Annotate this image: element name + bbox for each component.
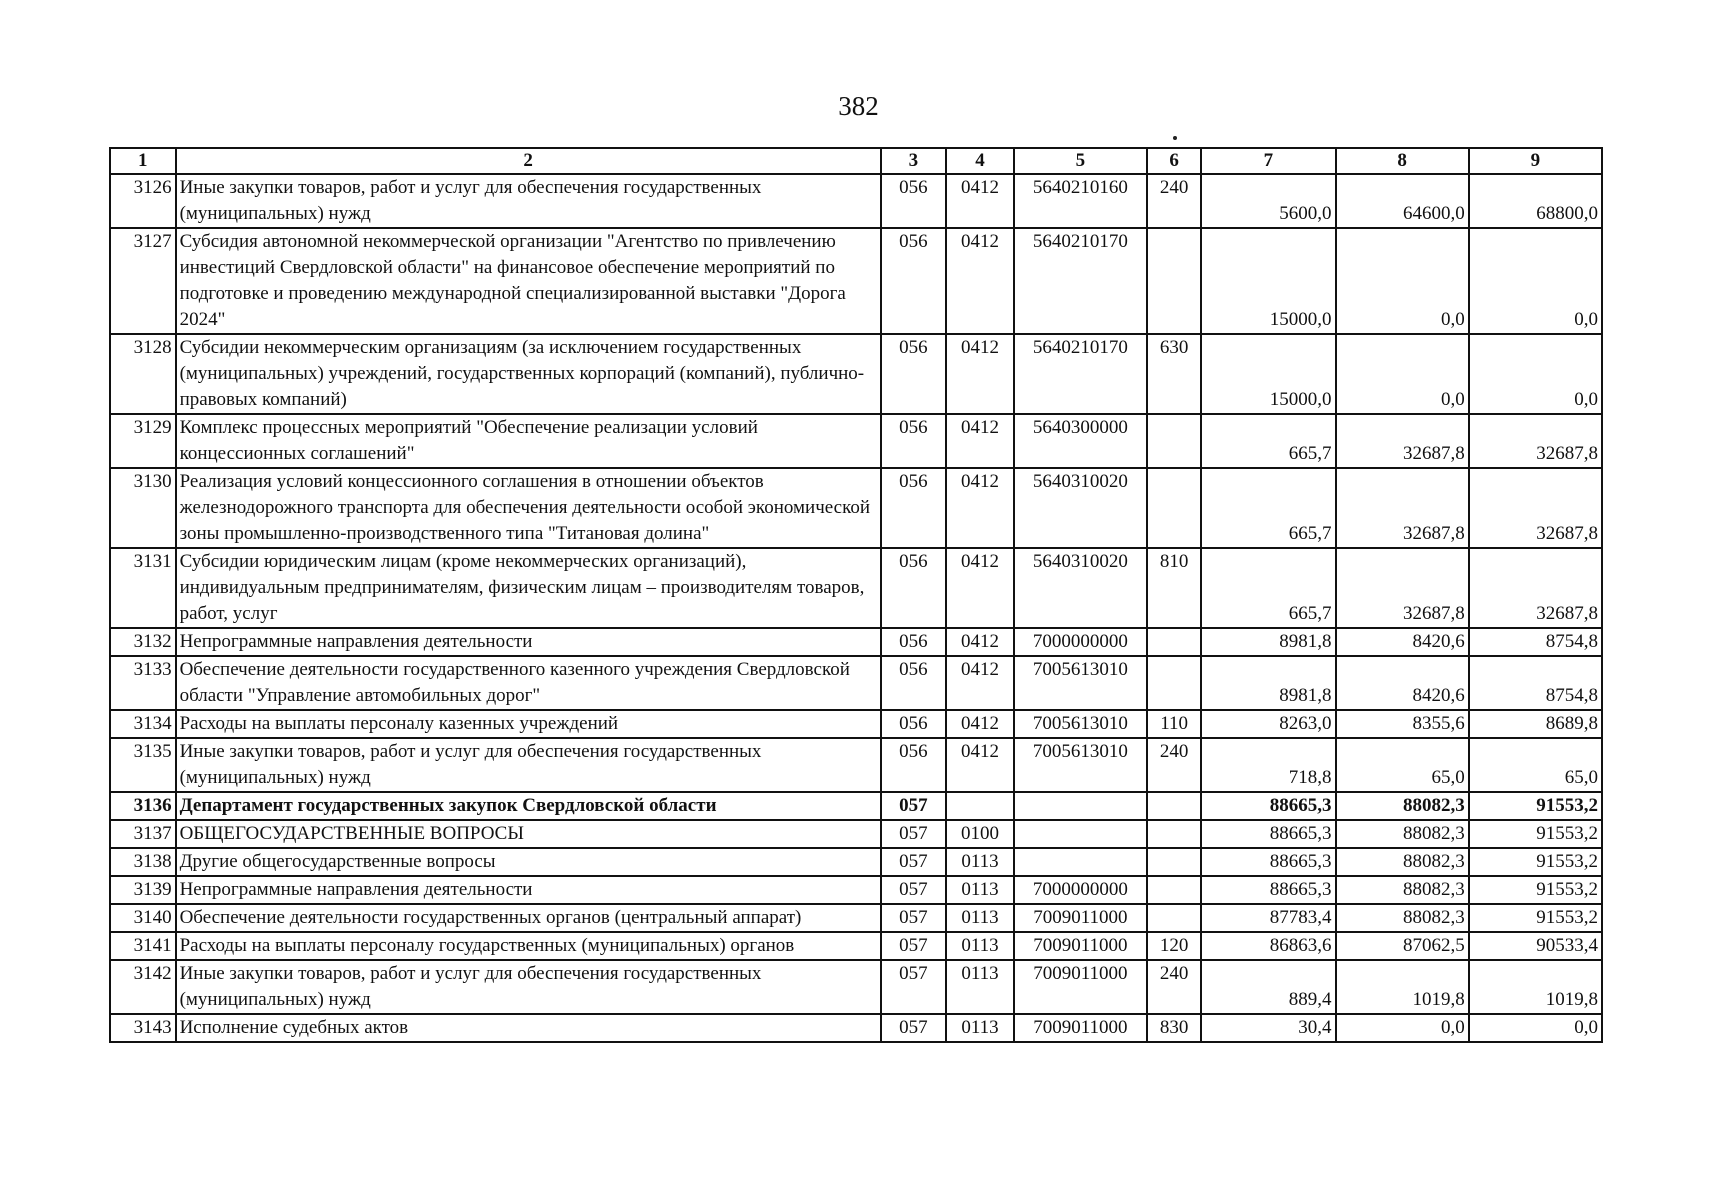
amount-col-8: 88082,3 [1336,792,1469,820]
row-description: Реализация условий концессионного соглашения в отношении объектов железнодорожного транспорта для обеспечения деятельности особой экономической зоны промышленно-производственного типа "Титановая долина" [176,468,881,548]
ministry-code: 056 [881,334,947,414]
amount-col-7: 30,4 [1201,1014,1335,1042]
amount-col-8: 0,0 [1336,1014,1469,1042]
table-row [110,710,1602,738]
section-code: 0412 [946,414,1014,468]
target-article-code: 5640210170 [1014,334,1147,414]
table-row [110,738,1602,792]
budget-table [109,147,1603,1043]
row-number: 3135 [110,738,176,792]
amount-col-9: 65,0 [1469,738,1602,792]
expense-type-code [1147,656,1201,710]
amount-col-8: 88082,3 [1336,848,1469,876]
column-header: 7 [1201,148,1335,174]
amount-col-7: 718,8 [1201,738,1335,792]
section-code [946,792,1014,820]
target-article-code: 7009011000 [1014,960,1147,1014]
amount-col-9: 8754,8 [1469,656,1602,710]
row-description: Обеспечение деятельности государственного казенного учреждения Свердловской области "Управление автомобильных дорог" [176,656,881,710]
table-row [110,334,1602,414]
stray-dot [1173,136,1177,140]
amount-col-8: 88082,3 [1336,820,1469,848]
expense-type-code [1147,848,1201,876]
amount-col-9: 8754,8 [1469,628,1602,656]
amount-col-7: 665,7 [1201,468,1335,548]
expense-type-code: 630 [1147,334,1201,414]
expense-type-code [1147,792,1201,820]
section-code: 0113 [946,848,1014,876]
amount-col-8: 1019,8 [1336,960,1469,1014]
column-header: 5 [1014,148,1147,174]
column-header: 3 [881,148,947,174]
section-code: 0412 [946,548,1014,628]
expense-type-code: 110 [1147,710,1201,738]
amount-col-9: 91553,2 [1469,876,1602,904]
row-number: 3127 [110,228,176,334]
amount-col-8: 0,0 [1336,334,1469,414]
table-row [110,876,1602,904]
row-number: 3139 [110,876,176,904]
amount-col-8: 32687,8 [1336,468,1469,548]
section-code: 0412 [946,228,1014,334]
table-row [110,932,1602,960]
amount-col-8: 32687,8 [1336,548,1469,628]
page-number: 382 [838,91,879,121]
amount-col-9: 91553,2 [1469,848,1602,876]
amount-col-9: 8689,8 [1469,710,1602,738]
row-description: Субсидии юридическим лицам (кроме некоммерческих организаций), индивидуальным предпринимателям, физическим лицам – производителям товаров, работ, услуг [176,548,881,628]
ministry-code: 056 [881,414,947,468]
target-article-code: 7005613010 [1014,656,1147,710]
table-row [110,228,1602,334]
target-article-code: 7009011000 [1014,1014,1147,1042]
ministry-code: 057 [881,792,947,820]
amount-col-9: 0,0 [1469,228,1602,334]
section-code: 0113 [946,932,1014,960]
amount-col-8: 32687,8 [1336,414,1469,468]
amount-col-7: 889,4 [1201,960,1335,1014]
row-number: 3129 [110,414,176,468]
amount-col-8: 0,0 [1336,228,1469,334]
target-article-code: 7000000000 [1014,876,1147,904]
table-row [110,174,1602,228]
amount-col-9: 1019,8 [1469,960,1602,1014]
row-number: 3132 [110,628,176,656]
target-article-code [1014,848,1147,876]
target-article-code: 7009011000 [1014,904,1147,932]
table-row [110,548,1602,628]
ministry-code: 056 [881,228,947,334]
table-row [110,960,1602,1014]
target-article-code [1014,792,1147,820]
column-header: 2 [176,148,881,174]
expense-type-code [1147,628,1201,656]
column-header: 1 [110,148,176,174]
column-header: 4 [946,148,1014,174]
target-article-code: 5640300000 [1014,414,1147,468]
row-description: Субсидии некоммерческим организациям (за исключением государственных (муниципальных) учреждений, государственных корпораций (компаний), публично-правовых компаний) [176,334,881,414]
section-code: 0412 [946,710,1014,738]
row-description: Департамент государственных закупок Свердловской области [176,792,881,820]
row-number: 3130 [110,468,176,548]
amount-col-7: 8981,8 [1201,656,1335,710]
amount-col-9: 68800,0 [1469,174,1602,228]
amount-col-8: 87062,5 [1336,932,1469,960]
table-row [110,628,1602,656]
amount-col-7: 15000,0 [1201,228,1335,334]
section-code: 0113 [946,960,1014,1014]
row-description: Расходы на выплаты персоналу государственных (муниципальных) органов [176,932,881,960]
expense-type-code: 240 [1147,960,1201,1014]
amount-col-7: 665,7 [1201,414,1335,468]
table-row [110,792,1602,820]
amount-col-7: 87783,4 [1201,904,1335,932]
section-code: 0412 [946,656,1014,710]
amount-col-7: 88665,3 [1201,792,1335,820]
amount-col-8: 88082,3 [1336,876,1469,904]
row-number: 3136 [110,792,176,820]
expense-type-code: 120 [1147,932,1201,960]
row-description: Непрограммные направления деятельности [176,628,881,656]
amount-col-8: 8355,6 [1336,710,1469,738]
row-number: 3133 [110,656,176,710]
row-number: 3134 [110,710,176,738]
amount-col-7: 88665,3 [1201,820,1335,848]
row-number: 3140 [110,904,176,932]
row-number: 3141 [110,932,176,960]
row-number: 3143 [110,1014,176,1042]
expense-type-code [1147,876,1201,904]
section-code: 0412 [946,174,1014,228]
amount-col-8: 88082,3 [1336,904,1469,932]
expense-type-code: 240 [1147,738,1201,792]
row-description: Исполнение судебных актов [176,1014,881,1042]
amount-col-9: 91553,2 [1469,904,1602,932]
row-description: Обеспечение деятельности государственных органов (центральный аппарат) [176,904,881,932]
row-description: Расходы на выплаты персоналу казенных учреждений [176,710,881,738]
amount-col-7: 8981,8 [1201,628,1335,656]
amount-col-7: 88665,3 [1201,876,1335,904]
row-number: 3137 [110,820,176,848]
amount-col-7: 15000,0 [1201,334,1335,414]
amount-col-7: 665,7 [1201,548,1335,628]
expense-type-code: 810 [1147,548,1201,628]
section-code: 0412 [946,628,1014,656]
amount-col-9: 91553,2 [1469,820,1602,848]
row-description: Комплекс процессных мероприятий "Обеспечение реализации условий концессионных соглашений" [176,414,881,468]
column-header: 6 [1147,148,1201,174]
section-code: 0412 [946,334,1014,414]
ministry-code: 056 [881,174,947,228]
column-header: 9 [1469,148,1602,174]
row-description: Иные закупки товаров, работ и услуг для обеспечения государственных (муниципальных) нужд [176,738,881,792]
amount-col-9: 0,0 [1469,334,1602,414]
expense-type-code [1147,820,1201,848]
amount-col-9: 32687,8 [1469,414,1602,468]
target-article-code: 7009011000 [1014,932,1147,960]
ministry-code: 057 [881,848,947,876]
row-number: 3131 [110,548,176,628]
expense-type-code [1147,228,1201,334]
section-code: 0113 [946,1014,1014,1042]
ministry-code: 056 [881,656,947,710]
amount-col-9: 90533,4 [1469,932,1602,960]
target-article-code: 7000000000 [1014,628,1147,656]
amount-col-9: 32687,8 [1469,468,1602,548]
row-number: 3126 [110,174,176,228]
ministry-code: 057 [881,904,947,932]
amount-col-9: 0,0 [1469,1014,1602,1042]
row-number: 3138 [110,848,176,876]
row-description: Другие общегосударственные вопросы [176,848,881,876]
row-description: Непрограммные направления деятельности [176,876,881,904]
table-row [110,656,1602,710]
ministry-code: 057 [881,876,947,904]
ministry-code: 057 [881,1014,947,1042]
target-article-code: 5640310020 [1014,548,1147,628]
amount-col-8: 64600,0 [1336,174,1469,228]
expense-type-code [1147,468,1201,548]
target-article-code: 5640210170 [1014,228,1147,334]
ministry-code: 056 [881,738,947,792]
section-code: 0412 [946,468,1014,548]
expense-type-code: 240 [1147,174,1201,228]
table-row [110,468,1602,548]
amount-col-8: 65,0 [1336,738,1469,792]
table-body [110,174,1602,1042]
row-description: Иные закупки товаров, работ и услуг для обеспечения государственных (муниципальных) нужд [176,174,881,228]
amount-col-9: 32687,8 [1469,548,1602,628]
expense-type-code: 830 [1147,1014,1201,1042]
ministry-code: 056 [881,548,947,628]
section-code: 0113 [946,904,1014,932]
target-article-code: 7005613010 [1014,738,1147,792]
ministry-code: 056 [881,468,947,548]
table-row [110,820,1602,848]
table-row [110,1014,1602,1042]
table-row [110,904,1602,932]
target-article-code: 5640210160 [1014,174,1147,228]
table-row [110,848,1602,876]
ministry-code: 056 [881,710,947,738]
amount-col-8: 8420,6 [1336,656,1469,710]
amount-col-7: 8263,0 [1201,710,1335,738]
amount-col-9: 91553,2 [1469,792,1602,820]
row-description: Субсидия автономной некоммерческой организации "Агентство по привлечению инвестиций Свердловской области" на финансовое обеспечение мероприятий по подготовке и проведению международной специализированной выставки "Дорога 2024" [176,228,881,334]
expense-type-code [1147,904,1201,932]
section-code: 0100 [946,820,1014,848]
ministry-code: 056 [881,628,947,656]
table-row [110,414,1602,468]
target-article-code: 7005613010 [1014,710,1147,738]
target-article-code: 5640310020 [1014,468,1147,548]
row-number: 3142 [110,960,176,1014]
ministry-code: 057 [881,960,947,1014]
amount-col-7: 86863,6 [1201,932,1335,960]
section-code: 0412 [946,738,1014,792]
amount-col-7: 5600,0 [1201,174,1335,228]
row-description: Иные закупки товаров, работ и услуг для обеспечения государственных (муниципальных) нужд [176,960,881,1014]
ministry-code: 057 [881,932,947,960]
section-code: 0113 [946,876,1014,904]
amount-col-7: 88665,3 [1201,848,1335,876]
row-number: 3128 [110,334,176,414]
expense-type-code [1147,414,1201,468]
amount-col-8: 8420,6 [1336,628,1469,656]
column-header: 8 [1336,148,1469,174]
target-article-code [1014,820,1147,848]
row-description: ОБЩЕГОСУДАРСТВЕННЫЕ ВОПРОСЫ [176,820,881,848]
ministry-code: 057 [881,820,947,848]
table-header-row [110,148,1602,174]
